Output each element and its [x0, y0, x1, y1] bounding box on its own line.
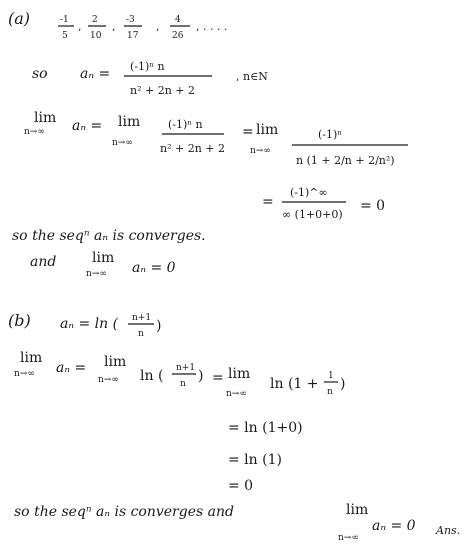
eval-denominator: ∞ (1+0+0)	[282, 208, 343, 221]
final-sub-b: n→∞	[338, 533, 359, 543]
lim-2-denominator: n² + 2n + 2	[160, 142, 225, 155]
signature: Ans.	[436, 524, 461, 537]
term-2-numerator: 2	[92, 15, 98, 25]
general-term-formula	[32, 60, 268, 97]
b-formula-lhs: aₙ = ln (	[60, 316, 119, 332]
step-zero: = 0	[228, 478, 254, 494]
b-ln-3: ln (1 +	[270, 376, 319, 392]
term-3-denominator: 17	[127, 31, 139, 41]
part-b-label: (b)	[8, 311, 31, 330]
b-eq-3: =	[212, 370, 224, 386]
lim-3-denominator: n (1 + 2/n + 2/n²)	[296, 154, 395, 167]
lim-1: lim	[34, 110, 57, 126]
final-limit-a	[30, 250, 176, 279]
step-ln-1: = ln (1)	[228, 452, 282, 468]
term-1-denominator: 5	[62, 31, 68, 41]
eval-eq: =	[262, 194, 274, 210]
final-tail-a: aₙ = 0	[132, 260, 176, 276]
term-sep-2: ,	[112, 20, 116, 33]
so-word-a: so	[32, 66, 48, 82]
eval-numerator: (-1)^∞	[290, 186, 328, 199]
final-lim-a: lim	[92, 250, 115, 266]
lim-3-sub: n→∞	[250, 146, 271, 156]
b-close-3: )	[340, 376, 346, 392]
part-b-formula	[60, 313, 161, 339]
term-sep-3: ,	[156, 20, 160, 33]
lim-3: lim	[256, 122, 279, 138]
term-1-numerator: -1	[60, 15, 69, 25]
b-lim-1: lim	[20, 350, 43, 366]
b-lim-3-denominator: n	[327, 387, 333, 397]
an-eq-1: aₙ =	[72, 118, 103, 134]
term-4-numerator: 4	[175, 15, 181, 25]
domain-condition: , n∈N	[236, 70, 268, 83]
eq-3: =	[242, 124, 254, 140]
conclusion-b-line	[14, 502, 460, 543]
general-term-denominator: n² + 2n + 2	[130, 84, 195, 97]
lim-1-sub: n→∞	[24, 127, 45, 137]
term-2-denominator: 10	[90, 31, 102, 41]
part-a-label: (a)	[8, 9, 31, 28]
final-sub-a: n→∞	[86, 269, 107, 279]
b-lim-2: lim	[104, 354, 127, 370]
b-lim-2-numerator: n+1	[176, 363, 196, 373]
b-lim-3-numerator: 1	[328, 371, 334, 381]
b-ln-2: ln (	[140, 368, 164, 384]
lim-3-numerator: (-1)ⁿ	[318, 128, 343, 141]
general-term-numerator: (-1)ⁿ n	[130, 60, 165, 73]
final-lim-b: lim	[346, 502, 369, 518]
an-equals: aₙ =	[80, 66, 111, 82]
sequence-terms	[58, 15, 227, 41]
step-ln-1-plus-0: = ln (1+0)	[228, 420, 303, 436]
conclusion-a: so the seqⁿ aₙ is converges.	[12, 228, 206, 244]
b-lim-2-denominator: n	[180, 379, 186, 389]
limit-step-b	[14, 350, 345, 399]
eval-result: = 0	[360, 198, 386, 214]
conclusion-b: so the seqⁿ aₙ is converges and	[14, 504, 234, 520]
b-formula-close: )	[156, 318, 162, 334]
term-4-denominator: 26	[172, 31, 184, 41]
b-formula-numerator: n+1	[132, 313, 152, 323]
lim-2: lim	[118, 114, 141, 130]
limit-step-a	[24, 110, 408, 167]
b-close-2: )	[198, 368, 204, 384]
b-lim-1-sub: n→∞	[14, 369, 35, 379]
evaluation-step-a	[262, 186, 385, 221]
b-lim-2-sub: n→∞	[98, 375, 119, 385]
b-formula-denominator: n	[138, 329, 144, 339]
lim-2-sub: n→∞	[112, 138, 133, 148]
b-lim-3: lim	[228, 366, 251, 382]
b-an-eq-1: aₙ =	[56, 360, 87, 376]
term-3-numerator: -3	[126, 15, 135, 25]
lim-2-numerator: (-1)ⁿ n	[168, 118, 203, 131]
b-lim-3-sub: n→∞	[226, 389, 247, 399]
term-sep-1: ,	[78, 20, 82, 33]
and-word: and	[30, 254, 57, 270]
final-tail-b: aₙ = 0	[372, 518, 416, 534]
sequence-ellipsis: , . . . .	[196, 20, 228, 33]
